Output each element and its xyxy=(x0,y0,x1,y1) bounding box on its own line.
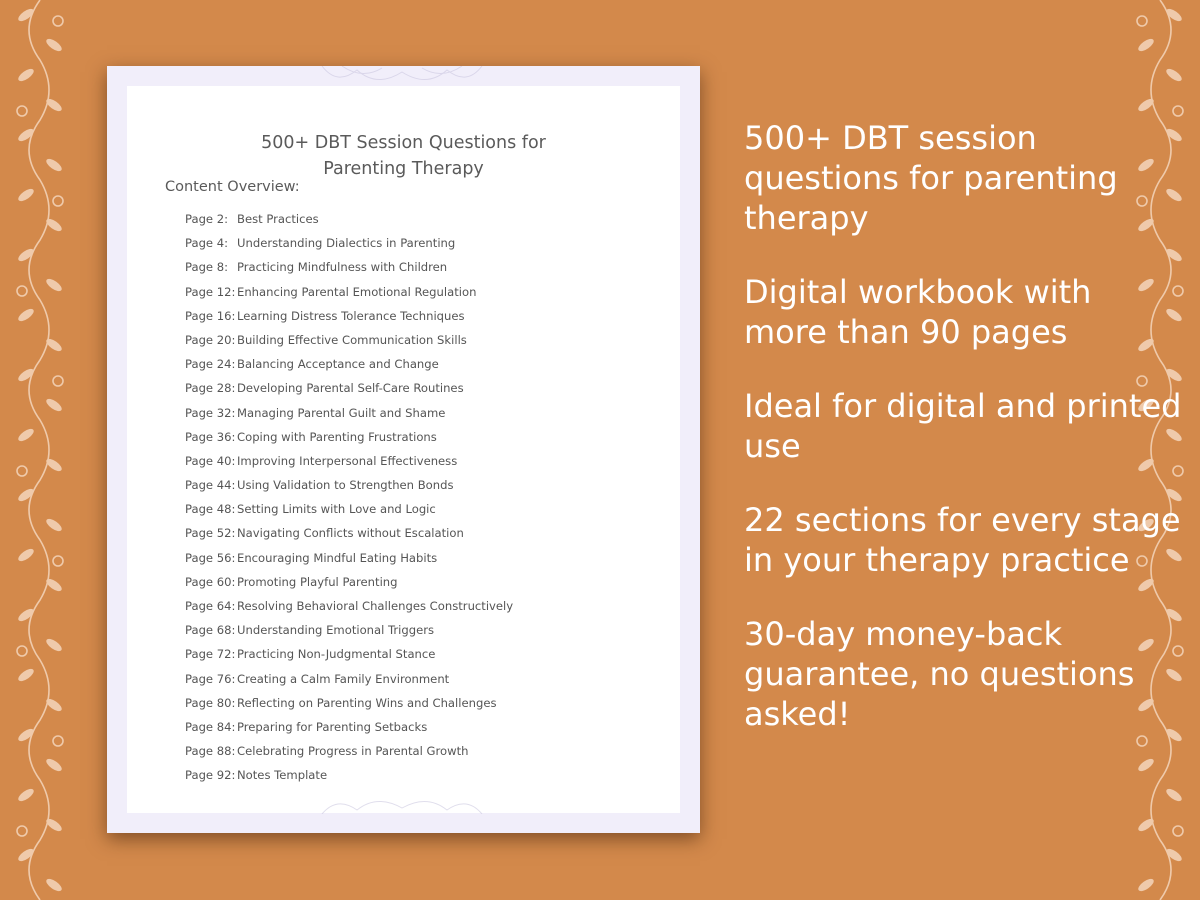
toc-title: Reflecting on Parenting Wins and Challenges xyxy=(237,695,497,710)
toc-item xyxy=(185,696,513,720)
toc-item xyxy=(185,430,513,454)
feature-text: 30-day money-back guarantee, no questions asked! xyxy=(744,615,1135,733)
toc-page-number: Page 36: xyxy=(185,429,236,444)
toc-page-number: Page 40: xyxy=(185,453,236,468)
toc-page-number: Page 28: xyxy=(185,381,236,396)
toc-item xyxy=(185,285,513,309)
toc-item xyxy=(185,260,513,284)
toc-item xyxy=(185,744,513,768)
mandala-bottom-icon xyxy=(317,794,487,814)
toc-item xyxy=(185,768,513,792)
feature-text: 500+ DBT session questions for parenting therapy xyxy=(744,119,1118,237)
toc-item xyxy=(185,575,513,599)
content-overview-label: Content Overview: xyxy=(165,179,300,195)
toc-page-number: Page 64: xyxy=(185,599,236,613)
toc-page-number: Page 88: xyxy=(185,744,236,759)
toc-page-number: Page 16: xyxy=(185,308,236,323)
toc-title: Creating a Calm Family Environment xyxy=(237,671,450,686)
toc-item xyxy=(185,357,513,381)
toc-page-number: Page 56: xyxy=(185,550,236,565)
toc-item xyxy=(185,309,513,333)
toc-item xyxy=(185,333,513,357)
toc-title: Improving Interpersonal Effectiveness xyxy=(237,453,458,468)
toc-title: Coping with Parenting Frustrations xyxy=(237,429,437,444)
toc-page-number: Page 92: xyxy=(185,768,236,783)
document-title-line-2: Parenting Therapy xyxy=(323,159,484,179)
table-of-contents xyxy=(185,212,513,793)
toc-item xyxy=(185,599,513,623)
toc-page-number: Page 20: xyxy=(185,332,236,347)
feature-text: Ideal for digital and printed use xyxy=(744,387,1182,465)
feature-text: Digital workbook with more than 90 pages xyxy=(744,273,1092,351)
toc-page-number: Page 4: xyxy=(185,236,229,251)
toc-title: Best Practices xyxy=(237,212,319,226)
toc-item xyxy=(185,672,513,696)
toc-title: Understanding Emotional Triggers xyxy=(237,623,435,638)
toc-page-number: Page 76: xyxy=(185,671,236,686)
toc-item xyxy=(185,478,513,502)
toc-item xyxy=(185,212,513,236)
toc-item xyxy=(185,623,513,647)
toc-page-number: Page 32: xyxy=(185,405,236,420)
toc-title: Balancing Acceptance and Change xyxy=(237,357,439,372)
toc-title: Practicing Mindfulness with Children xyxy=(237,260,448,275)
toc-title: Managing Parental Guilt and Shame xyxy=(237,405,446,420)
toc-title: Building Effective Communication Skills xyxy=(237,332,467,347)
toc-page-number: Page 84: xyxy=(185,719,236,734)
toc-page-number: Page 80: xyxy=(185,695,236,710)
feature-text: 22 sections for every stage in your therapy practice xyxy=(744,501,1181,579)
toc-item xyxy=(185,406,513,430)
toc-title: Enhancing Parental Emotional Regulation xyxy=(237,284,477,299)
toc-page-number: Page 60: xyxy=(185,574,236,589)
mandala-top-icon xyxy=(317,66,487,90)
toc-page-number: Page 12: xyxy=(185,284,236,299)
toc-page-number: Page 44: xyxy=(185,478,236,493)
toc-title: Using Validation to Strengthen Bonds xyxy=(237,478,454,493)
toc-item xyxy=(185,647,513,671)
toc-item xyxy=(185,454,513,478)
toc-page-number: Page 24: xyxy=(185,357,236,372)
toc-item xyxy=(185,526,513,550)
toc-title: Understanding Dialectics in Parenting xyxy=(237,236,456,251)
document-preview xyxy=(107,66,700,833)
floral-vine-left-icon xyxy=(0,0,78,900)
toc-page-number: Page 8: xyxy=(185,260,229,275)
toc-item xyxy=(185,720,513,744)
toc-title: Setting Limits with Love and Logic xyxy=(237,502,436,517)
toc-title: Practicing Non-Judgmental Stance xyxy=(237,647,436,662)
toc-page-number: Page 72: xyxy=(185,647,236,662)
toc-title: Promoting Playful Parenting xyxy=(237,574,398,589)
toc-page-number: Page 2: xyxy=(185,212,229,226)
toc-page-number: Page 48: xyxy=(185,502,236,517)
toc-item xyxy=(185,236,513,260)
toc-title: Developing Parental Self-Care Routines xyxy=(237,381,464,396)
toc-title: Encouraging Mindful Eating Habits xyxy=(237,550,438,565)
toc-page-number: Page 52: xyxy=(185,526,236,541)
toc-page-number: Page 68: xyxy=(185,623,236,638)
toc-title: Preparing for Parenting Setbacks xyxy=(237,719,428,734)
toc-title: Celebrating Progress in Parental Growth xyxy=(237,744,469,759)
toc-item xyxy=(185,502,513,526)
document-page xyxy=(127,86,680,813)
toc-title: Navigating Conflicts without Escalation xyxy=(237,526,464,541)
toc-item xyxy=(185,381,513,405)
document-title xyxy=(127,130,680,182)
toc-title: Resolving Behavioral Challenges Constructively xyxy=(237,599,514,613)
toc-item xyxy=(185,551,513,575)
toc-title: Learning Distress Tolerance Techniques xyxy=(237,308,465,323)
document-title-line-1: 500+ DBT Session Questions for xyxy=(261,133,546,153)
toc-title: Notes Template xyxy=(237,768,328,783)
feature-list xyxy=(744,118,1184,768)
